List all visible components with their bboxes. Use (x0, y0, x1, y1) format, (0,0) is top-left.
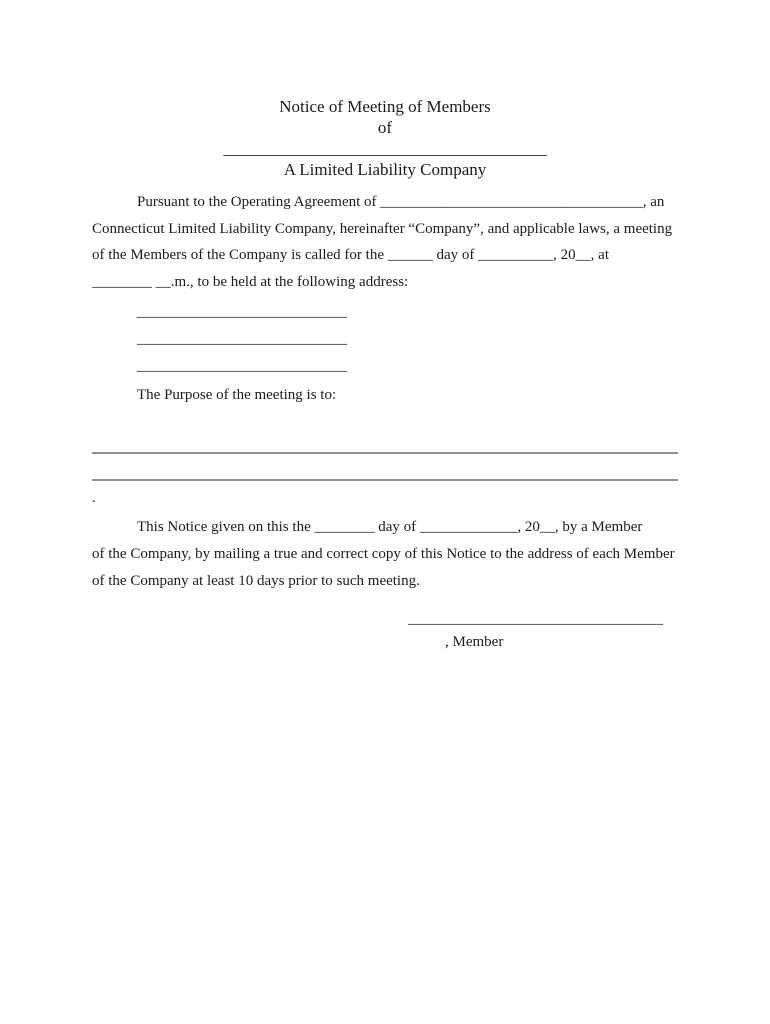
address-line-blank-3: ____________________________ (137, 357, 347, 374)
paragraph-meeting-call-line-2: Connecticut Limited Liability Company, hereinafter “Company”, and applicable laws, a meeting (92, 220, 673, 237)
document-title-line1: Notice of Meeting of Members (279, 97, 491, 116)
paragraph-notice-delivery-line-2: of the Company, by mailing a true and correct copy of this Notice to the address of each Member (92, 545, 675, 562)
signature-line-blank: __________________________________ (408, 611, 663, 628)
purpose-fill-line-1 (92, 452, 678, 454)
paragraph-notice-delivery-line-1: This Notice given on this the ________ day of _____________, 20__, by a Member (137, 519, 643, 536)
paragraph-meeting-call-line-3: of the Members of the Company is called for the ______ day of __________, 20__, at (92, 247, 609, 264)
signature-block (408, 609, 678, 654)
paragraph-meeting-call (92, 189, 678, 295)
document-title-line3: A Limited Liability Company (283, 160, 487, 179)
document-title-line2: of (377, 118, 393, 137)
address-line-blank-1: ____________________________ (137, 304, 347, 321)
purpose-section (92, 382, 678, 409)
purpose-trailing-period: . (92, 489, 96, 506)
address-line-blank-2: ____________________________ (137, 330, 347, 347)
document-header (92, 96, 678, 180)
paragraph-notice-delivery-line-3: of the Company at least 10 days prior to such meeting. (92, 572, 420, 589)
purpose-fill-line-2 (92, 479, 678, 481)
address-block (92, 299, 678, 379)
paragraph-meeting-call-line-4: ________ __.m., to be held at the following address: (92, 273, 409, 290)
title-company-name-blank: ______________________________________ (223, 139, 547, 158)
purpose-label: The Purpose of the meeting is to: (137, 387, 337, 404)
signature-member-label: , Member (445, 634, 504, 651)
paragraph-notice-delivery (92, 514, 678, 594)
paragraph-meeting-call-line-1: Pursuant to the Operating Agreement of ___________________________________, an (137, 194, 665, 210)
